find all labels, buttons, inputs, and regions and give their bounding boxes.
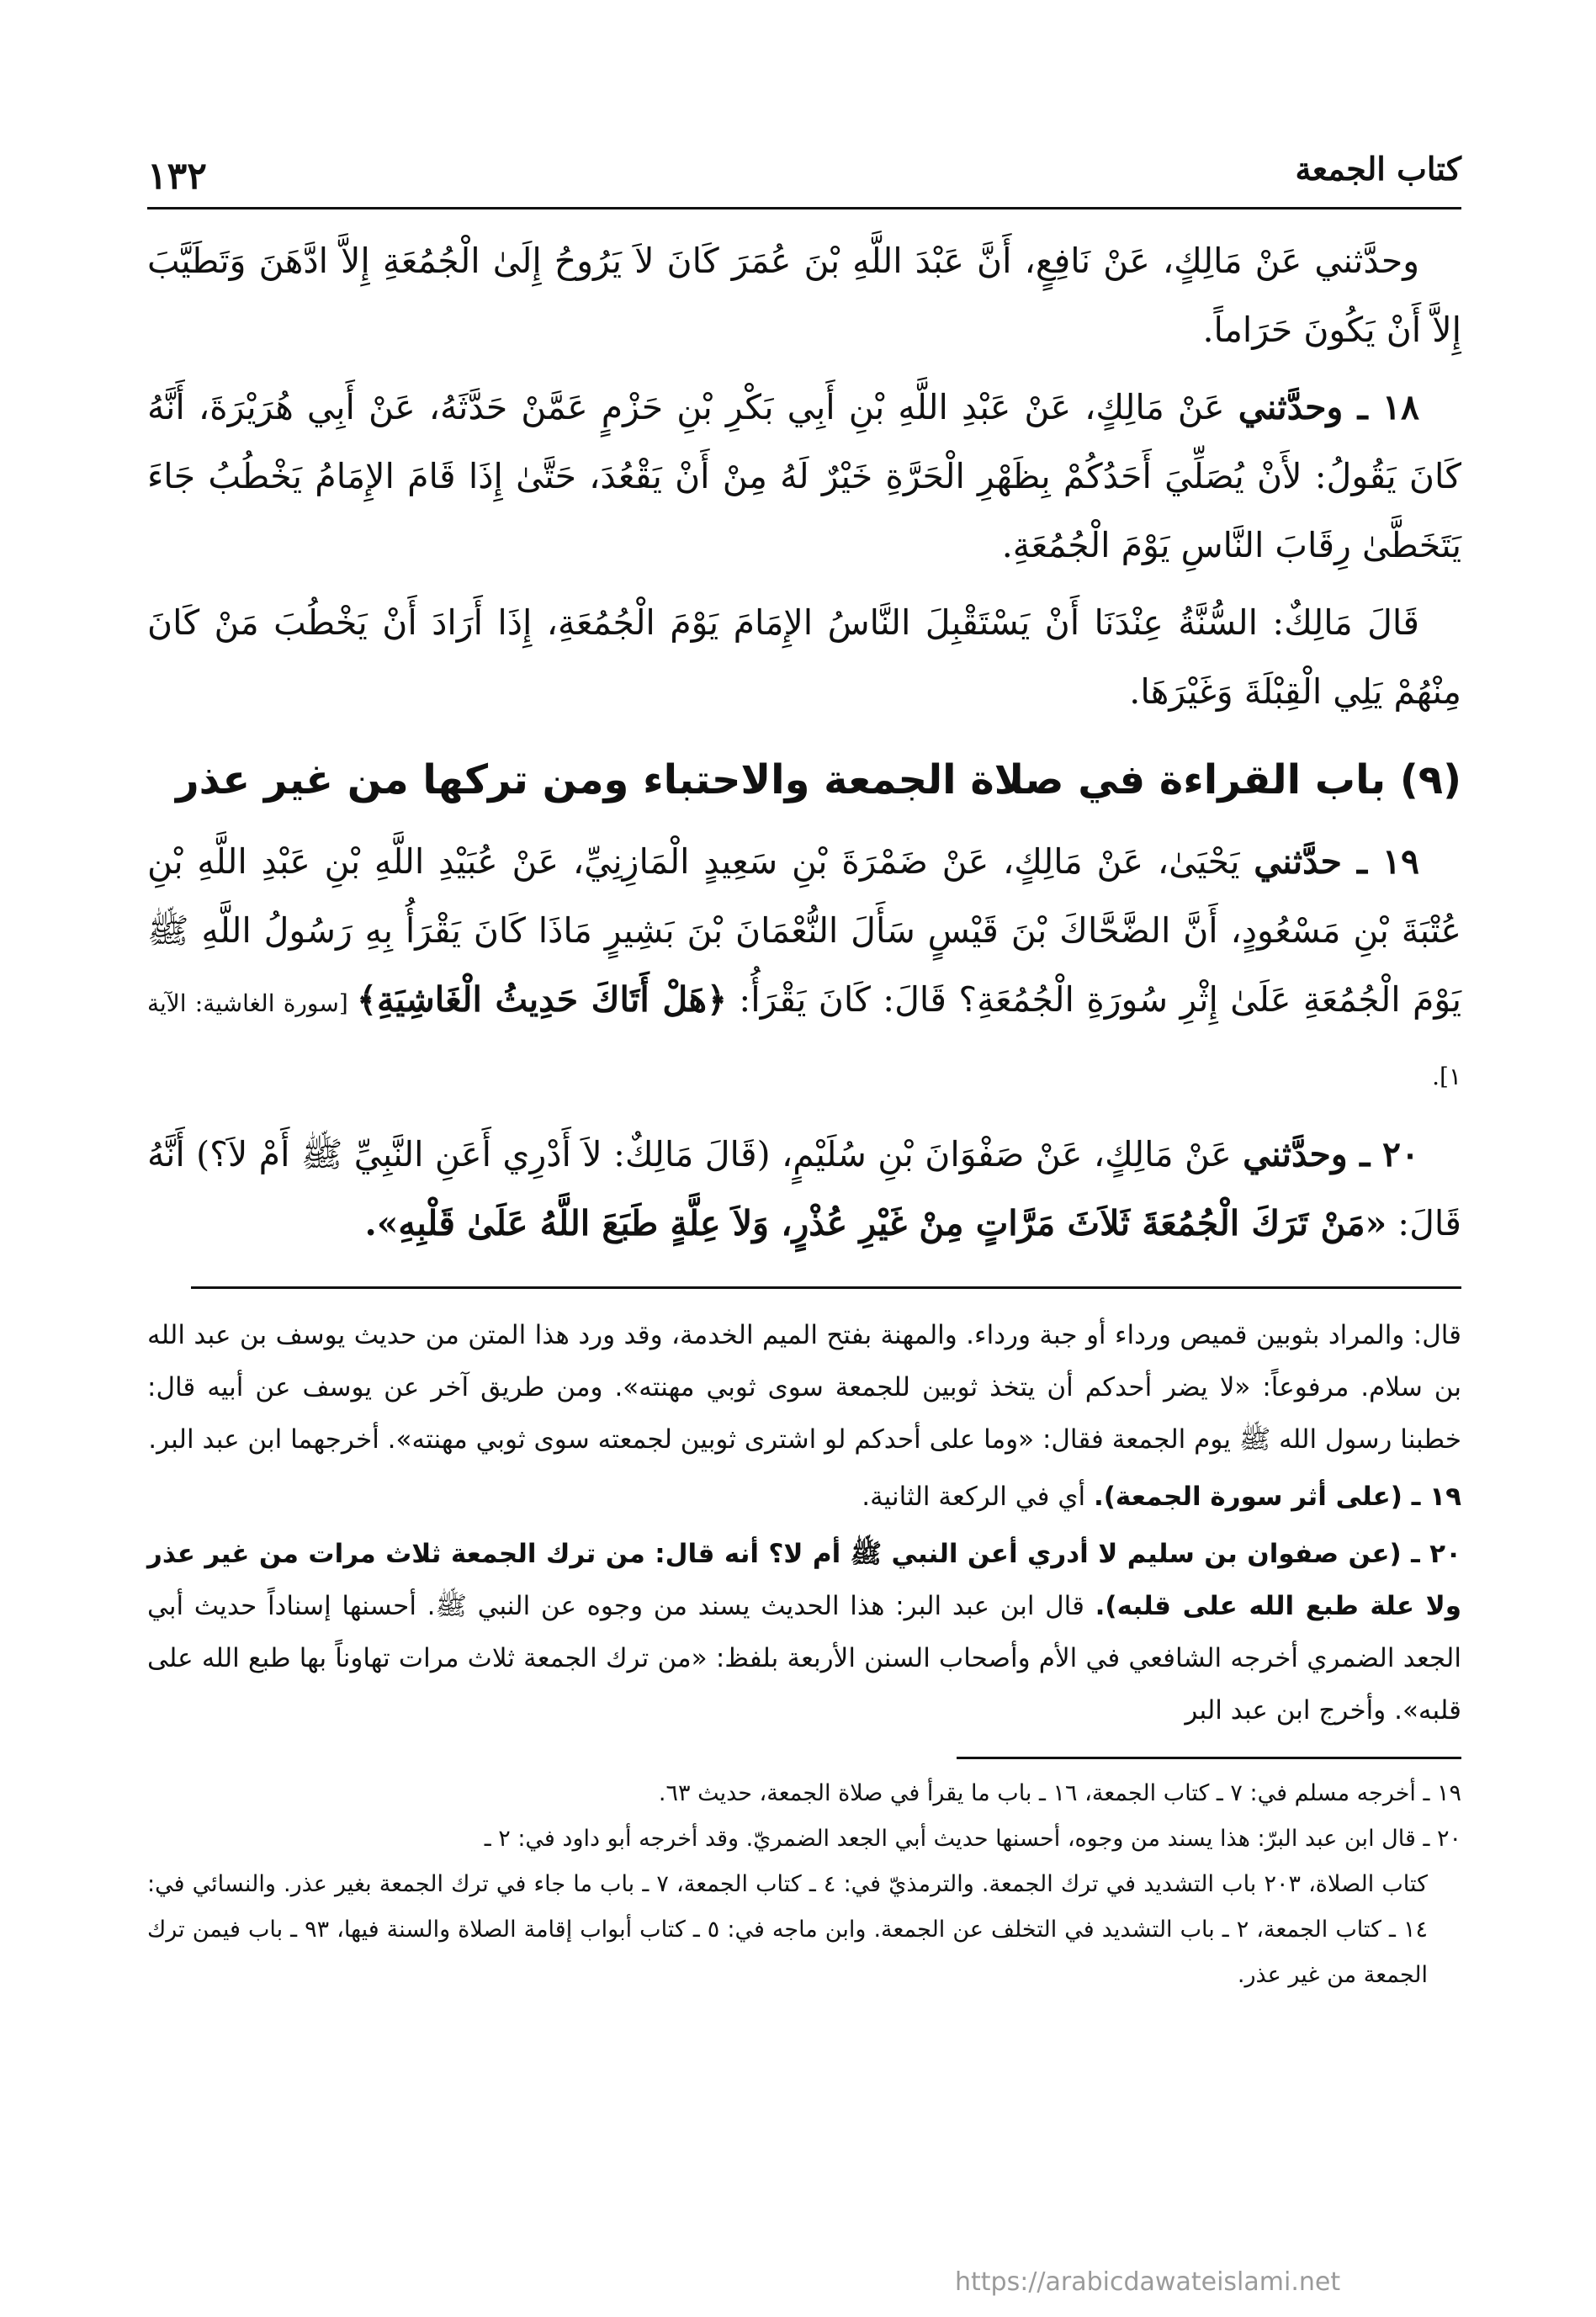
watermark-url: https://arabicdawateislami.net [955, 2267, 1341, 2297]
chapter-heading: (٩) باب القراءة في صلاة الجمعة والاحتباء ومن تركها من غير عذر [175, 756, 1461, 803]
page-header [147, 126, 1461, 202]
paragraph-text: وحدَّثني عَنْ مَالِكٍ، عَنْ نَافِعٍ، أَنَّ عَبْدَ اللَّهِ بْنَ عُمَرَ كَانَ لاَ يَرُوحُ إِلَىٰ الْجُمُعَةِ إِلاَّ ادَّهَنَ وَتَطَيَّبَ إِلاَّ أَنْ يَكُونَ حَرَاماً. [147, 241, 1461, 350]
main-text [147, 226, 1461, 1258]
hadith-number: ٢٠ ـ وحدَّثني [1243, 1134, 1419, 1174]
hadith-text: عَنْ مَالِكٍ، عَنْ صَفْوَانَ بْنِ سُلَيْمٍ، (قَالَ مَالِكٌ: لاَ أَدْرِي أَعَنِ النَّبِيِّ ﷺ أَمْ لاَ؟) أَنَّهُ قَالَ: [147, 1134, 1461, 1243]
hadith-20 [147, 1120, 1461, 1258]
footnote: ٢٠ ـ قال ابن عبد البرّ: هذا يسند من وجوه، أحسنها حديث أبي الجعد الضمريّ. وقد أخرجه أبو داود في: ٢ ـ [484, 1826, 1461, 1852]
hadith-text: يَحْيَىٰ، عَنْ مَالِكٍ، عَنْ ضَمْرَةَ بْنِ سَعِيدٍ الْمَازِنِيِّ، عَنْ عُبَيْدِ اللَّهِ بْنِ عَبْدِ اللَّهِ بْنِ عُتْبَةَ بْنِ مَسْعُودٍ، أَنَّ الضَّحَّاكَ بْنَ قَيْسٍ سَأَلَ النُّعْمَانَ بْنَ بَشِيرٍ مَاذَا كَانَ يَقْرَأُ بِهِ رَسُولُ اللَّهِ ﷺ يَوْمَ الْجُمُعَةِ عَلَىٰ إِثْرِ سُورَةِ الْجُمُعَةِ؟ قَالَ: كَانَ يَقْرَأُ: [147, 841, 1461, 1020]
header-rule [147, 207, 1461, 209]
footnote: ١٩ ـ أخرجه مسلم في: ٧ ـ كتاب الجمعة، ١٦ ـ باب ما يقرأ في صلاة الجمعة، حديث ٦٣. [658, 1780, 1461, 1806]
commentary-paragraph: قال: والمراد بثوبين قميص ورداء أو جبة ورداء. والمهنة بفتح الميم الخدمة، وقد ورد هذا المتن من حديث يوسف بن عبد الله بن سلام. مرفوعاً: «لا يضر أحدكم أن يتخذ ثوبين للجمعة سوى ثوبي مهنته». ومن طريق آخر عن يوسف عن أبيه قال: خطبنا رسول الله ﷺ يوم الجمعة فقال: «وما على أحدكم لو اشترى ثوبين لجمعته سوى ثوبي مهنته». أخرجهما ابن عبد البر. [147, 1320, 1461, 1455]
commentary-paragraph [147, 1471, 1461, 1523]
hadith-number: ١٨ ـ وحدَّثني [1238, 387, 1420, 427]
footnotes [147, 1771, 1461, 1998]
hadith-19 [147, 827, 1461, 1111]
commentary [147, 1309, 1461, 1736]
hadith-text: عَنْ مَالِكٍ، عَنْ عَبْدِ اللَّهِ بْنِ أَبِي بَكْرِ بْنِ حَزْمٍ عَمَّنْ حَدَّثَهُ، عَنْ أَبِي هُرَيْرَةَ، أَنَّهُ كَانَ يَقُولُ: لأَنْ يُصَلِّيَ أَحَدُكُمْ بِظَهْرِ الْحَرَّةِ خَيْرٌ لَهُ مِنْ أَنْ يَقْعُدَ، حَتَّىٰ إِذَا قَامَ الإِمَامُ يَخْطُبُ جَاءَ يَتَخَطَّىٰ رِقَابَ النَّاسِ يَوْمَ الْجُمُعَةِ. [147, 387, 1461, 565]
footnote-continuation: كتاب الصلاة، ٢٠٣ باب التشديد في ترك الجمعة. والترمذيّ في: ٤ ـ كتاب الجمعة، ٧ ـ باب ما جاء في ترك الجمعة بغير عذر. والنسائي في: ١٤ ـ كتاب الجمعة، ٢ ـ باب التشديد في التخلف عن الجمعة. وابن ماجه في: ٥ ـ كتاب أبواب إقامة الصلاة والسنة فيها، ٩٣ ـ باب فيمن ترك الجمعة من غير عذر. [147, 1871, 1428, 1988]
paragraph [147, 588, 1461, 726]
commentary-rule [191, 1286, 1461, 1289]
hadith-18 [147, 373, 1461, 580]
page-number: ١٣٢ [147, 155, 207, 198]
paragraph-text: قَالَ مَالِكٌ: السُّنَّةُ عِنْدَنَا أَنْ يَسْتَقْبِلَ النَّاسُ الإِمَامَ يَوْمَ الْجُمُعَةِ، إِذَا أَرَادَ أَنْ يَخْطُبَ مَنْ كَانَ مِنْهُمْ يَلِي الْقِبْلَةَ وَغَيْرَهَا. [147, 602, 1461, 712]
hadith-number: ١٩ ـ حدَّثني [1254, 841, 1419, 882]
commentary-lead: ١٩ ـ (على أثر سورة الجمعة). [1093, 1482, 1461, 1512]
paragraph [147, 226, 1461, 364]
verse-reference: [سورة الغاشية: الآية ١]. [147, 989, 1461, 1090]
commentary-paragraph [147, 1528, 1461, 1736]
commentary-lead: ٢٠ ـ (عن صفوان بن سليم لا أدري أعن النبي ﷺ أم لا؟ أنه قال: من ترك الجمعة ثلاث مرات من غير عذر ولا علة طبع الله على قلبه). [147, 1539, 1461, 1621]
hadith-quote: «مَنْ تَرَكَ الْجُمُعَةَ ثَلاَثَ مَرَّاتٍ مِنْ غَيْرِ عُذْرٍ، وَلاَ عِلَّةٍ طَبَعَ اللَّهُ عَلَىٰ قَلْبِهِ». [364, 1203, 1387, 1243]
running-title: كتاب الجمعة [1295, 150, 1461, 188]
quran-verse: ﴿هَلْ أَتَاكَ حَدِيثُ الْغَاشِيَةِ﴾ [357, 979, 728, 1020]
book-page [147, 126, 1461, 2283]
commentary-text: أي في الركعة الثانية. [862, 1482, 1094, 1512]
commentary-text: قال ابن عبد البر: هذا الحديث يسند من وجوه عن النبي ﷺ. أحسنها إسناداً حديث أبي الجعد الضمري أخرجه الشافعي في الأم وأصحاب السنن الأربعة بلفظ: «من ترك الجمعة ثلاث مرات تهاوناً بها طبع الله على قلبه». وأخرج ابن عبد البر [147, 1591, 1461, 1726]
footnote-rule [957, 1757, 1461, 1759]
